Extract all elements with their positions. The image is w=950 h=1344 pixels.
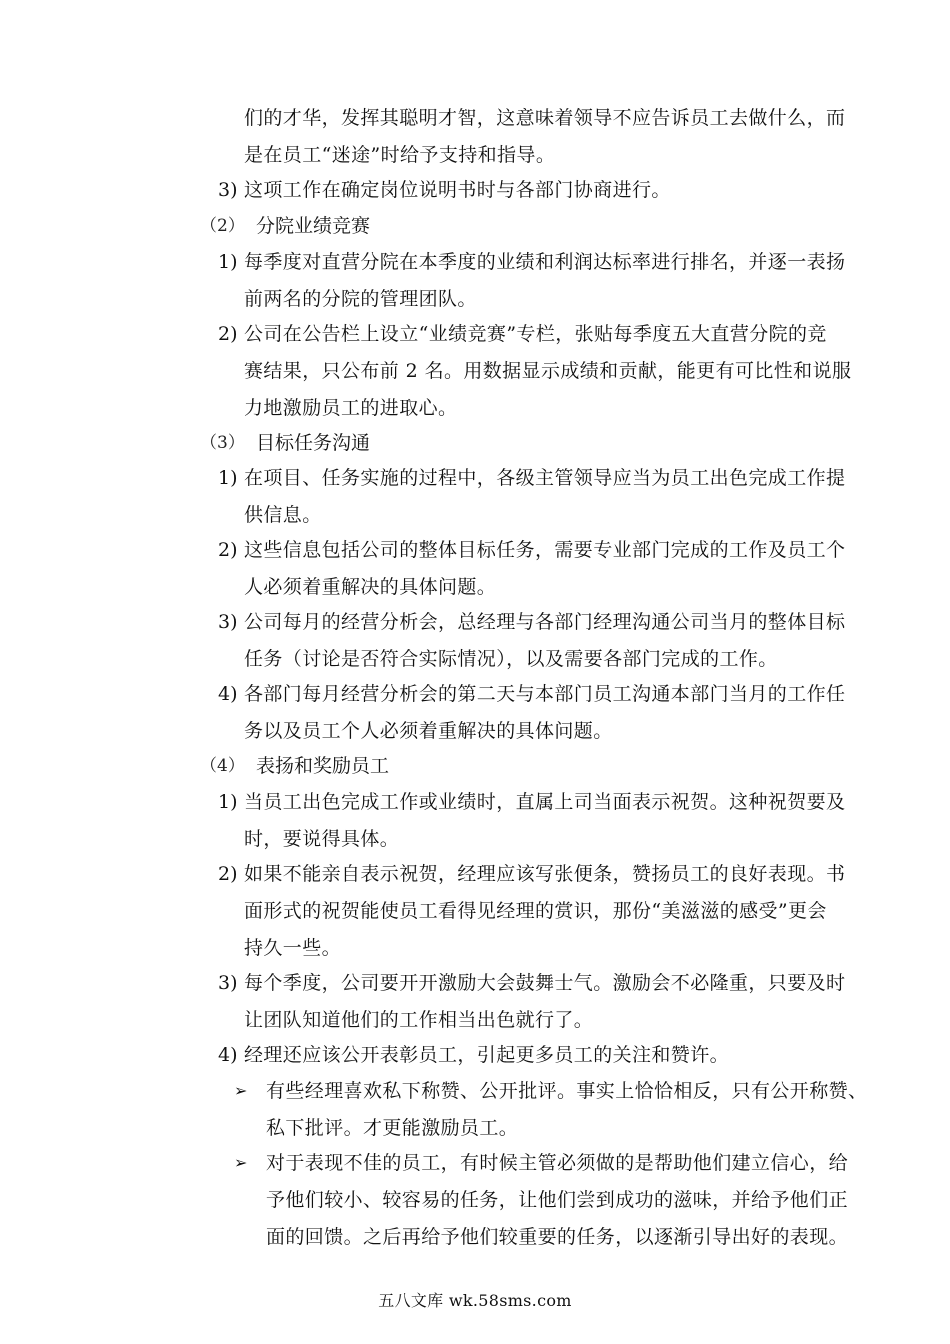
body-text-line: 这项工作在确定岗位说明书时与各部门协商进行。 [244, 179, 671, 201]
page-footer: 五八文库 wk.58sms.com [378, 1291, 572, 1310]
body-text-line: 是在员工“迷途”时给予支持和指导。 [244, 144, 556, 166]
body-text-line: 如果不能亲自表示祝贺，经理应该写张便条，赞扬员工的良好表现。书 [244, 863, 846, 885]
arrow-bullet-icon: ➢ [234, 1153, 248, 1172]
body-text-line: 经理还应该公开表彰员工，引起更多员工的关注和赞许。 [244, 1044, 730, 1066]
section-title: 表扬和奖励员工 [256, 755, 390, 777]
body-text-line: 让团队知道他们的工作相当出色就行了。 [244, 1009, 594, 1031]
body-text-line: 前两名的分院的管理团队。 [244, 288, 477, 310]
body-text-line: 任务（讨论是否符合实际情况），以及需要各部门完成的工作。 [244, 648, 778, 670]
body-text-line: 力地激励员工的进取心。 [244, 397, 458, 419]
body-text-line: 这些信息包括公司的整体目标任务，需要专业部门完成的工作及员工个 [244, 539, 846, 561]
section-number: （3） [200, 433, 245, 453]
body-text-line: 每季度对直营分院在本季度的业绩和利润达标率进行排名，并逐一表扬 [244, 251, 846, 273]
item-number: 1) [218, 251, 238, 273]
bullet-text-line: 有些经理喜欢私下称赞、公开批评。事实上恰恰相反，只有公开称赞、 [266, 1080, 868, 1102]
body-text-line: 赛结果，只公布前 2 名。用数据显示成绩和贡献，能更有可比性和说服 [244, 360, 852, 382]
item-number: 2) [218, 323, 238, 345]
section-number: （4） [200, 756, 245, 776]
body-text-line: 务以及员工个人必须着重解决的具体问题。 [244, 720, 613, 742]
body-text-line: 每个季度，公司要开开激励大会鼓舞士气。激励会不必隆重，只要及时 [244, 972, 846, 994]
bullet-text-line: 私下批评。才更能激励员工。 [266, 1117, 519, 1139]
body-text-line: 供信息。 [244, 504, 322, 526]
body-text-line: 面形式的祝贺能使员工看得见经理的赏识，那份“美滋滋的感受”更会 [244, 900, 827, 922]
item-number: 1) [218, 467, 238, 489]
body-text-line: 人必须着重解决的具体问题。 [244, 576, 497, 598]
body-text-line: 各部门每月经营分析会的第二天与本部门员工沟通本部门当月的工作任 [244, 683, 846, 705]
arrow-bullet-icon: ➢ [234, 1081, 248, 1100]
item-number: 2) [218, 863, 238, 885]
section-title: 目标任务沟通 [256, 432, 371, 454]
item-number: 1) [218, 791, 238, 813]
item-number: 3) [218, 611, 238, 633]
body-text-line: 持久一些。 [244, 937, 342, 959]
body-text-line: 们的才华，发挥其聪明才智，这意味着领导不应告诉员工去做什么，而 [244, 107, 846, 129]
bullet-text-line: 予他们较小、较容易的任务，让他们尝到成功的滋味，并给予他们正 [266, 1189, 849, 1211]
item-number: 4) [218, 1044, 238, 1066]
section-title: 分院业绩竞赛 [256, 215, 371, 237]
item-number: 3) [218, 972, 238, 994]
body-text-line: 当员工出色完成工作或业绩时，直属上司当面表示祝贺。这种祝贺要及 [244, 791, 846, 813]
body-text-line: 公司每月的经营分析会，总经理与各部门经理沟通公司当月的整体目标 [244, 611, 846, 633]
body-text-line: 在项目、任务实施的过程中，各级主管领导应当为员工出色完成工作提 [244, 467, 846, 489]
bullet-text-line: 对于表现不佳的员工，有时候主管必须做的是帮助他们建立信心，给 [266, 1152, 849, 1174]
body-text-line: 公司在公告栏上设立“业绩竞赛”专栏，张贴每季度五大直营分院的竞 [244, 323, 827, 345]
item-number: 3) [218, 179, 238, 201]
item-number: 2) [218, 539, 238, 561]
bullet-text-line: 面的回馈。之后再给予他们较重要的任务，以逐渐引导出好的表现。 [266, 1226, 849, 1248]
body-text-line: 时，要说得具体。 [244, 828, 400, 850]
section-number: （2） [200, 216, 245, 236]
item-number: 4) [218, 683, 238, 705]
